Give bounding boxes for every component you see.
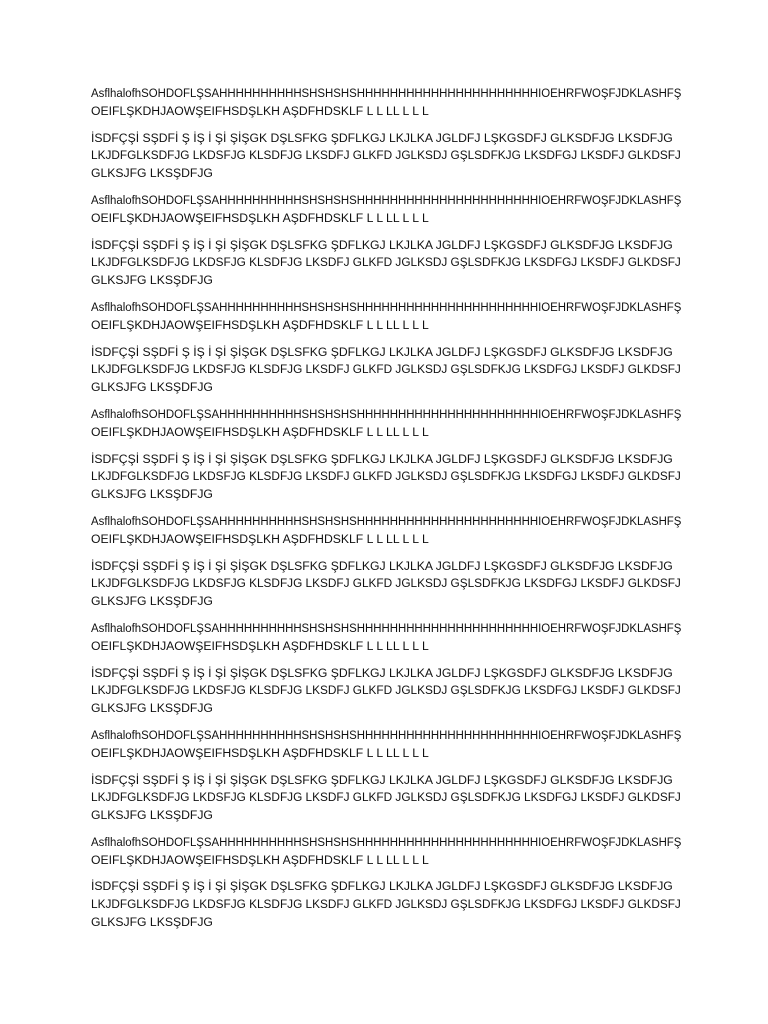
paragraph-line: LKJDFGLKSDFJG LKDSFJG KLSDFJG LKSDFJ GLKFD JGLKSDJ GŞLSDFKJG LKSDFGJ LKSDFJ GLKDSFJ: [91, 790, 681, 805]
document-page: [91, 85, 681, 941]
paragraph-line: AsflhalofhSOHDOFLŞSAHHHHHHHHHHSHSHSHSHHHHHHHHHHHHHHHHHHHHHHIOEHRFWOŞFJDKLASHFŞ: [91, 299, 682, 314]
paragraph-line: GLKSJFG LKSŞDFJG: [91, 594, 213, 609]
paragraph: [91, 344, 681, 397]
paragraph-line: AsflhalofhSOHDOFLŞSAHHHHHHHHHHSHSHSHSHHHHHHHHHHHHHHHHHHHHHHIOEHRFWOŞFJDKLASHFŞ: [91, 834, 682, 849]
paragraph-line: GLKSJFG LKSŞDFJG: [91, 808, 213, 823]
paragraph-line: AsflhalofhSOHDOFLŞSAHHHHHHHHHHSHSHSHSHHHHHHHHHHHHHHHHHHHHHHIOEHRFWOŞFJDKLASHFŞ: [91, 86, 682, 100]
paragraph-line: OEIFLŞKDHJAOWŞEIFHSDŞLKH AŞDFHDSKLF L L LL L L L: [91, 531, 429, 546]
paragraph-line: OEIFLŞKDHJAOWŞEIFHSDŞLKH AŞDFHDSKLF L L LL L L L: [91, 638, 429, 653]
paragraph-line: LKJDFGLKSDFJG LKDSFJG KLSDFJG LKSDFJ GLKFD JGLKSDJ GŞLSDFKJG LKSDFGJ LKSDFJ GLKDSFJ: [91, 897, 681, 912]
paragraph-line: İSDFÇŞİ SŞDFİ Ş İŞ İ Şİ ŞİŞGK DŞLSFKG ŞDFLKGJ LKJLKA JGLDFJ LŞKGSDFJ GLKSDFJG LKSDFJG: [91, 237, 673, 252]
paragraph-line: AsflhalofhSOHDOFLŞSAHHHHHHHHHHSHSHSHSHHHHHHHHHHHHHHHHHHHHHHIOEHRFWOŞFJDKLASHFŞ: [91, 513, 682, 528]
paragraph: [91, 620, 681, 656]
paragraph: [91, 558, 681, 611]
paragraph-line: OEIFLŞKDHJAOWŞEIFHSDŞLKH AŞDFHDSKLF L L LL L L L: [91, 424, 429, 439]
paragraph: [91, 834, 681, 870]
paragraph-line: İSDFÇŞİ SŞDFİ Ş İŞ İ Şİ ŞİŞGK DŞLSFKG ŞDFLKGJ LKJLKA JGLDFJ LŞKGSDFJ GLKSDFJG LKSDFJG: [91, 344, 673, 359]
paragraph: [91, 772, 681, 825]
paragraph: [91, 451, 681, 504]
paragraph-line: GLKSJFG LKSŞDFJG: [91, 273, 213, 288]
paragraph-line: AsflhalofhSOHDOFLŞSAHHHHHHHHHHSHSHSHSHHHHHHHHHHHHHHHHHHHHHHIOEHRFWOŞFJDKLASHFŞ: [91, 192, 682, 207]
paragraph-line: OEIFLŞKDHJAOWŞEIFHSDŞLKH AŞDFHDSKLF L L LL L L L: [91, 852, 429, 867]
paragraph: [91, 665, 681, 718]
paragraph-line: OEIFLŞKDHJAOWŞEIFHSDŞLKH AŞDFHDSKLF L L LL L L L: [91, 745, 429, 760]
paragraph: [91, 130, 681, 183]
paragraph: [91, 192, 681, 228]
paragraph: [91, 513, 681, 549]
paragraph-line: İSDFÇŞİ SŞDFİ Ş İŞ İ Şİ ŞİŞGK DŞLSFKG ŞDFLKGJ LKJLKA JGLDFJ LŞKGSDFJ GLKSDFJG LKSDFJG: [91, 451, 673, 466]
paragraph-line: LKJDFGLKSDFJG LKDSFJG KLSDFJG LKSDFJ GLKFD JGLKSDJ GŞLSDFKJG LKSDFGJ LKSDFJ GLKDSFJ: [91, 362, 681, 377]
paragraph-line: LKJDFGLKSDFJG LKDSFJG KLSDFJG LKSDFJ GLKFD JGLKSDJ GŞLSDFKJG LKSDFGJ LKSDFJ GLKDSFJ: [91, 148, 681, 163]
paragraph: [91, 237, 681, 290]
paragraph-line: LKJDFGLKSDFJG LKDSFJG KLSDFJG LKSDFJ GLKFD JGLKSDJ GŞLSDFKJG LKSDFGJ LKSDFJ GLKDSFJ: [91, 576, 681, 591]
paragraph-line: LKJDFGLKSDFJG LKDSFJG KLSDFJG LKSDFJ GLKFD JGLKSDJ GŞLSDFKJG LKSDFGJ LKSDFJ GLKDSFJ: [91, 469, 681, 484]
paragraph-line: İSDFÇŞİ SŞDFİ Ş İŞ İ Şİ ŞİŞGK DŞLSFKG ŞDFLKGJ LKJLKA JGLDFJ LŞKGSDFJ GLKSDFJG LKSDFJG: [91, 665, 673, 680]
paragraph-line: OEIFLŞKDHJAOWŞEIFHSDŞLKH AŞDFHDSKLF L L LL L L L: [91, 103, 429, 118]
paragraph-line: AsflhalofhSOHDOFLŞSAHHHHHHHHHHSHSHSHSHHHHHHHHHHHHHHHHHHHHHHIOEHRFWOŞFJDKLASHFŞ: [91, 620, 682, 635]
paragraph: [91, 85, 681, 121]
paragraph-line: GLKSJFG LKSŞDFJG: [91, 701, 213, 716]
paragraph-line: İSDFÇŞİ SŞDFİ Ş İŞ İ Şİ ŞİŞGK DŞLSFKG ŞDFLKGJ LKJLKA JGLDFJ LŞKGSDFJ GLKSDFJG LKSDFJG: [91, 772, 673, 787]
paragraph: [91, 406, 681, 442]
paragraph-line: GLKSJFG LKSŞDFJG: [91, 487, 213, 502]
paragraph-line: LKJDFGLKSDFJG LKDSFJG KLSDFJG LKSDFJ GLKFD JGLKSDJ GŞLSDFKJG LKSDFGJ LKSDFJ GLKDSFJ: [91, 255, 681, 270]
paragraph-line: GLKSJFG LKSŞDFJG: [91, 915, 213, 930]
paragraph: [91, 299, 681, 335]
paragraph-line: İSDFÇŞİ SŞDFİ Ş İŞ İ Şİ ŞİŞGK DŞLSFKG ŞDFLKGJ LKJLKA JGLDFJ LŞKGSDFJ GLKSDFJG LKSDFJG: [91, 130, 673, 145]
paragraph-line: GLKSJFG LKSŞDFJG: [91, 166, 213, 181]
paragraph: [91, 727, 681, 763]
paragraph-line: OEIFLŞKDHJAOWŞEIFHSDŞLKH AŞDFHDSKLF L L LL L L L: [91, 317, 429, 332]
paragraph-line: AsflhalofhSOHDOFLŞSAHHHHHHHHHHSHSHSHSHHHHHHHHHHHHHHHHHHHHHHIOEHRFWOŞFJDKLASHFŞ: [91, 727, 682, 742]
paragraph-line: İSDFÇŞİ SŞDFİ Ş İŞ İ Şİ ŞİŞGK DŞLSFKG ŞDFLKGJ LKJLKA JGLDFJ LŞKGSDFJ GLKSDFJG LKSDFJG: [91, 558, 673, 573]
paragraph-line: AsflhalofhSOHDOFLŞSAHHHHHHHHHHSHSHSHSHHHHHHHHHHHHHHHHHHHHHHIOEHRFWOŞFJDKLASHFŞ: [91, 406, 682, 421]
paragraph-line: LKJDFGLKSDFJG LKDSFJG KLSDFJG LKSDFJ GLKFD JGLKSDJ GŞLSDFKJG LKSDFGJ LKSDFJ GLKDSFJ: [91, 683, 681, 698]
paragraph-line: OEIFLŞKDHJAOWŞEIFHSDŞLKH AŞDFHDSKLF L L LL L L L: [91, 210, 429, 225]
paragraph-line: GLKSJFG LKSŞDFJG: [91, 380, 213, 395]
paragraph: [91, 878, 681, 931]
paragraph-line: İSDFÇŞİ SŞDFİ Ş İŞ İ Şİ ŞİŞGK DŞLSFKG ŞDFLKGJ LKJLKA JGLDFJ LŞKGSDFJ GLKSDFJG LKSDFJG: [91, 879, 673, 894]
